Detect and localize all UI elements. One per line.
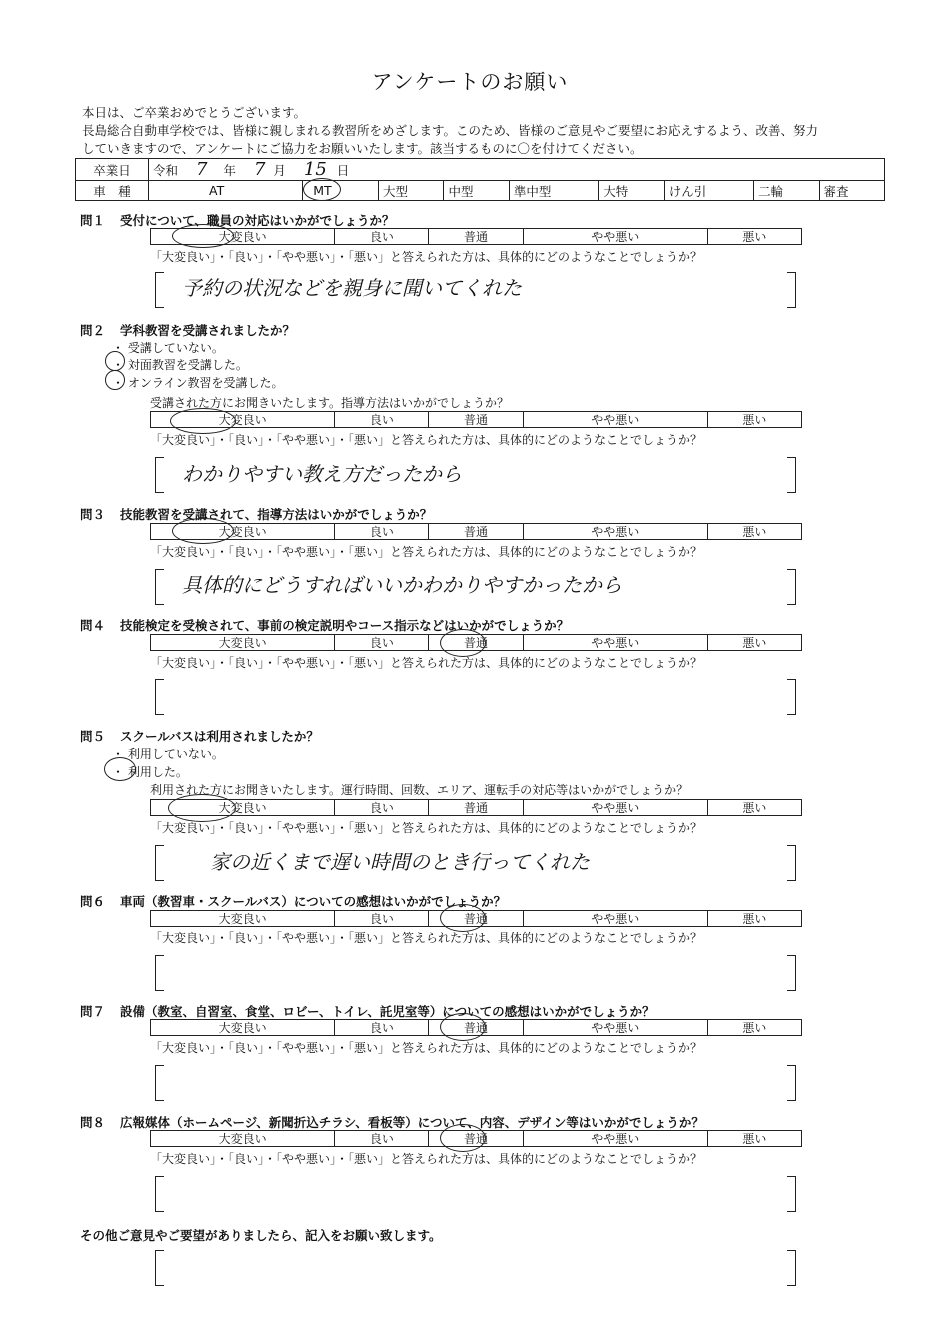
question-6-title: 問６ 車両（教習車・スクールバス）についての感想はいかがでしょうか？: [80, 894, 507, 909]
followup-q5: 「大変良い」・「良い」・「やや悪い」・「悪い」と答えられた方は、具体的にどのようなことでしょうか？: [150, 821, 703, 835]
selection-circle: [440, 1013, 486, 1041]
vehicle-type-motorcycle[interactable]: 二輪: [754, 181, 819, 201]
vehicle-type-exam[interactable]: 審査: [819, 181, 884, 201]
bracket-left: [155, 1250, 164, 1286]
rating-bad[interactable]: 悪い: [707, 800, 801, 816]
bracket-left: [155, 457, 164, 493]
rating-good[interactable]: 良い: [335, 635, 429, 651]
selection-circle: [105, 370, 125, 390]
bracket-right: [787, 1250, 796, 1286]
rating-very-good[interactable]: 大変良い: [151, 911, 335, 927]
bracket-left: [155, 569, 164, 605]
rating-good[interactable]: 良い: [335, 1020, 429, 1036]
rating-bad[interactable]: 悪い: [707, 412, 801, 428]
answer-q2[interactable]: わかりやすい教え方だったから: [182, 462, 462, 486]
rating-very-good[interactable]: 大変良い: [151, 1020, 335, 1036]
rating-slightly-bad[interactable]: やや悪い: [523, 412, 707, 428]
rating-normal[interactable]: 普通: [429, 524, 523, 540]
rating-slightly-bad[interactable]: やや悪い: [523, 1020, 707, 1036]
answer-q5[interactable]: 家の近くまで遅い時間のとき行ってくれた: [210, 850, 590, 874]
day-value[interactable]: 15: [303, 159, 327, 180]
graduation-date-label: 卒業日: [76, 159, 149, 181]
option-in-person[interactable]: ・ 対面教習を受講した。: [112, 358, 248, 372]
selection-circle: [440, 904, 486, 932]
bracket-right: [787, 272, 796, 308]
graduation-date-cell: [149, 159, 885, 181]
rating-normal[interactable]: 普通: [429, 1020, 523, 1036]
followup-q3: 「大変良い」・「良い」・「やや悪い」・「悪い」と答えられた方は、具体的にどのようなことでしょうか？: [150, 545, 703, 559]
bracket-right: [787, 1065, 796, 1101]
selection-circle: [168, 794, 236, 822]
followup-q2: 「大変良い」・「良い」・「やや悪い」・「悪い」と答えられた方は、具体的にどのようなことでしょうか？: [150, 433, 703, 447]
option-used[interactable]: ・ 利用した。: [112, 765, 188, 779]
selection-circle: [172, 518, 234, 544]
question-2-title: 問２ 学科教習を受講されましたか？: [80, 323, 296, 338]
selection-circle: [172, 224, 234, 248]
question-3-title: 問３ 技能教習を受講されて、指導方法はいかがでしょうか？: [80, 507, 433, 522]
followup-q6: 「大変良い」・「良い」・「やや悪い」・「悪い」と答えられた方は、具体的にどのようなことでしょうか？: [150, 931, 703, 945]
intro-line-3: していきますので、アンケートにご協力をお願いいたします。該当するものに〇を付けてください。: [82, 141, 643, 156]
bracket-left: [155, 679, 164, 715]
rating-slightly-bad[interactable]: やや悪い: [523, 635, 707, 651]
answer-q1[interactable]: 予約の状況などを親身に聞いてくれた: [182, 276, 522, 300]
option-online[interactable]: ・ オンライン教習を受講した。: [112, 376, 284, 390]
rating-very-good[interactable]: 大変良い: [151, 412, 335, 428]
vehicle-type-at[interactable]: AT: [149, 181, 303, 201]
question-1-title: 問１ 受付について、職員の対応はいかがでしょうか？: [80, 213, 395, 228]
rating-good[interactable]: 良い: [335, 412, 429, 428]
vehicle-type-mt-label: MT: [313, 183, 332, 198]
rating-slightly-bad[interactable]: やや悪い: [523, 229, 707, 245]
selection-circle: [105, 351, 125, 371]
rating-very-good[interactable]: 大変良い: [151, 635, 335, 651]
question-7-title: 問７ 設備（教室、自習室、食堂、ロビー、トイレ、託児室等）についての感想はいかがでしょうか？: [80, 1004, 655, 1019]
month-label: 月: [273, 163, 286, 178]
year-value[interactable]: 7: [196, 159, 208, 180]
rating-normal[interactable]: 普通: [429, 1131, 523, 1147]
option-not-used[interactable]: ・ 利用していない。: [112, 747, 224, 761]
vehicle-type-mt[interactable]: [303, 181, 379, 201]
rating-good[interactable]: 良い: [335, 229, 429, 245]
month-value[interactable]: 7: [253, 159, 266, 180]
followup-q4: 「大変良い」・「良い」・「やや悪い」・「悪い」と答えられた方は、具体的にどのようなことでしょうか？: [150, 656, 703, 670]
followup-q8: 「大変良い」・「良い」・「やや悪い」・「悪い」と答えられた方は、具体的にどのようなことでしょうか？: [150, 1152, 703, 1166]
selection-circle: [440, 1124, 486, 1152]
bracket-left: [155, 1065, 164, 1101]
rating-very-good[interactable]: 大変良い: [151, 800, 335, 816]
day-label: 日: [336, 163, 350, 178]
question-8-title: 問８ 広報媒体（ホームページ、新聞折込チラシ、看板等）について、内容、デザイン等はいかがでしょうか？: [80, 1115, 704, 1130]
vehicle-type-label: 車 種: [76, 181, 149, 201]
bracket-right: [787, 1176, 796, 1212]
question-4-title: 問４ 技能検定を受検されて、事前の検定説明やコース指示などはいかがでしょうか？: [80, 618, 570, 633]
rating-very-good[interactable]: 大変良い: [151, 1131, 335, 1147]
followup-q1: 「大変良い」・「良い」・「やや悪い」・「悪い」と答えられた方は、具体的にどのようなことでしょうか？: [150, 250, 703, 264]
bracket-left: [155, 272, 164, 308]
year-label: 年: [223, 163, 236, 178]
rating-normal[interactable]: 普通: [429, 800, 523, 816]
bracket-left: [155, 845, 164, 881]
graduation-info-table: [75, 158, 885, 201]
bracket-left: [155, 1176, 164, 1212]
bracket-right: [787, 457, 796, 493]
selection-circle: [303, 178, 341, 201]
selection-circle: [104, 757, 136, 781]
page-title: アンケートのお願い: [371, 70, 569, 94]
rating-slightly-bad[interactable]: やや悪い: [523, 911, 707, 927]
rating-q5: [150, 799, 802, 816]
rating-slightly-bad[interactable]: やや悪い: [523, 800, 707, 816]
rating-q1: [150, 228, 802, 245]
prompt-q2: 受講された方にお聞きいたします。指導方法はいかがでしょうか？: [150, 396, 510, 410]
intro-line-1: 本日は、ご卒業おめでとうございます。: [82, 105, 307, 120]
vehicle-type-semi-medium[interactable]: 準中型: [509, 181, 598, 201]
selection-circle: [440, 629, 486, 657]
vehicle-type-large[interactable]: 大型: [379, 181, 444, 201]
bracket-right: [787, 679, 796, 715]
rating-good[interactable]: 良い: [335, 524, 429, 540]
rating-good[interactable]: 良い: [335, 911, 429, 927]
vehicle-type-towing[interactable]: けん引: [664, 181, 753, 201]
rating-normal[interactable]: 普通: [429, 911, 523, 927]
bracket-right: [787, 845, 796, 881]
rating-bad[interactable]: 悪い: [707, 635, 801, 651]
rating-normal[interactable]: 普通: [429, 635, 523, 651]
rating-good[interactable]: 良い: [335, 800, 429, 816]
followup-q7: 「大変良い」・「良い」・「やや悪い」・「悪い」と答えられた方は、具体的にどのようなことでしょうか？: [150, 1041, 703, 1055]
answer-q3[interactable]: 具体的にどうすればいいかわかりやすかったから: [182, 573, 622, 597]
rating-bad[interactable]: 悪い: [707, 229, 801, 245]
rating-q3: [150, 523, 802, 540]
era-label: 令和: [153, 163, 179, 178]
option-not-attended[interactable]: ・ 受講していない。: [112, 341, 224, 355]
intro-line-2: 長島総合自動車学校では、皆様に親しまれる教習所をめざします。このため、皆様のご意見やご要望にお応えするよう、改善、努力: [82, 123, 819, 138]
prompt-q5: 利用された方にお聞きいたします。運行時間、回数、エリア、運転手の対応等はいかがでしょうか？: [150, 783, 689, 797]
other-comments-title: その他ご意見やご要望がありましたら、記入をお願い致します。: [80, 1228, 442, 1243]
rating-very-good[interactable]: 大変良い: [151, 524, 335, 540]
bracket-left: [155, 955, 164, 991]
rating-normal[interactable]: 普通: [429, 412, 523, 428]
rating-slightly-bad[interactable]: やや悪い: [523, 524, 707, 540]
rating-q2: [150, 411, 802, 428]
rating-bad[interactable]: 悪い: [707, 911, 801, 927]
rating-very-good[interactable]: 大変良い: [151, 229, 335, 245]
rating-bad[interactable]: 悪い: [707, 524, 801, 540]
rating-good[interactable]: 良い: [335, 1131, 429, 1147]
vehicle-type-medium[interactable]: 中型: [444, 181, 509, 201]
rating-slightly-bad[interactable]: やや悪い: [523, 1131, 707, 1147]
vehicle-type-special[interactable]: 大特: [599, 181, 664, 201]
question-5-title: 問５ スクールバスは利用されましたか？: [80, 729, 319, 744]
rating-bad[interactable]: 悪い: [707, 1131, 801, 1147]
rating-bad[interactable]: 悪い: [707, 1020, 801, 1036]
rating-normal[interactable]: 普通: [429, 229, 523, 245]
bracket-right: [787, 955, 796, 991]
bracket-right: [787, 569, 796, 605]
